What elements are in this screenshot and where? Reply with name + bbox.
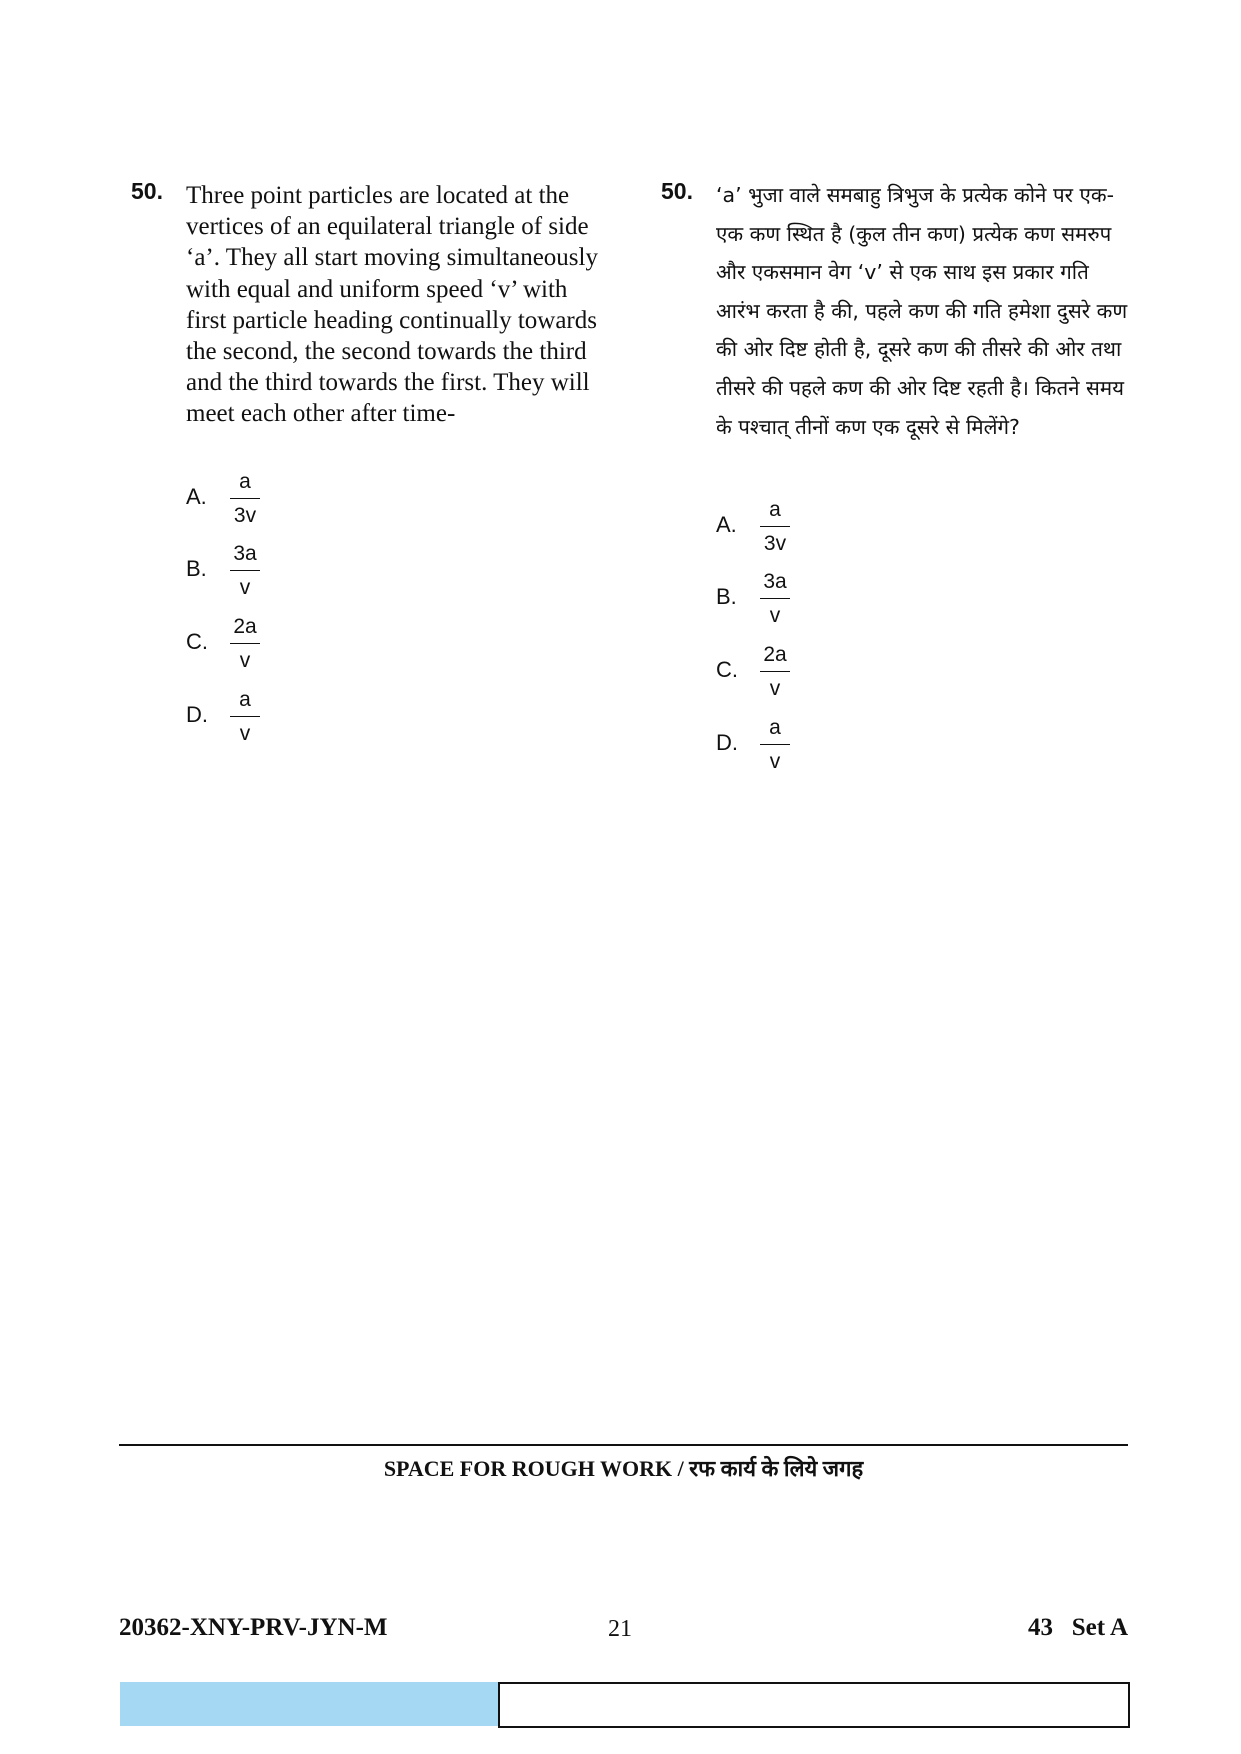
denominator: 3v bbox=[233, 504, 257, 527]
question-text-english: Three point particles are located at the vertices of an equilateral triangle of side ‘a’. They all start moving simultaneously with equal and uniform speed ‘v’ with first particle heading continually towards the second, the second towards the third and the third towards the first. They will meet each other after time- bbox=[186, 182, 598, 428]
denominator: v bbox=[239, 722, 251, 745]
option-letter: B. bbox=[186, 556, 207, 581]
numerator: 3a bbox=[230, 541, 260, 571]
denominator: v bbox=[769, 677, 781, 700]
option-letter: D. bbox=[186, 702, 208, 727]
paper-code: 20362-XNY-PRV-JYN-M bbox=[119, 1614, 388, 1641]
denominator: v bbox=[769, 604, 781, 627]
rough-work-divider bbox=[119, 1444, 1128, 1446]
fraction bbox=[760, 715, 790, 775]
set-label: 43 Set A bbox=[1028, 1614, 1128, 1641]
fraction bbox=[230, 469, 260, 529]
option-letter: A. bbox=[716, 512, 737, 537]
denominator: v bbox=[769, 750, 781, 773]
fraction bbox=[760, 497, 790, 557]
rough-work-label: SPACE FOR ROUGH WORK / रफ कार्य के लिये जगह bbox=[383, 1456, 864, 1481]
footer-color-bar bbox=[120, 1682, 498, 1726]
fraction bbox=[230, 541, 260, 601]
numerator: 3a bbox=[760, 569, 790, 599]
fraction bbox=[760, 642, 790, 702]
option-letter: A. bbox=[186, 484, 207, 509]
question-number-english: 50. bbox=[131, 178, 163, 204]
numerator: a bbox=[760, 497, 790, 527]
fraction bbox=[230, 614, 260, 674]
numerator: a bbox=[760, 715, 790, 745]
denominator: v bbox=[239, 649, 251, 672]
numerator: a bbox=[230, 687, 260, 717]
fraction bbox=[760, 569, 790, 629]
numerator: 2a bbox=[760, 642, 790, 672]
footer-box bbox=[498, 1682, 1130, 1728]
option-letter: C. bbox=[186, 629, 208, 654]
question-number-hindi: 50. bbox=[661, 178, 693, 204]
denominator: 3v bbox=[763, 532, 787, 555]
option-letter: B. bbox=[716, 584, 737, 609]
option-letter: C. bbox=[716, 657, 738, 682]
page-number: 21 bbox=[608, 1616, 632, 1642]
fraction bbox=[230, 687, 260, 747]
numerator: 2a bbox=[230, 614, 260, 644]
numerator: a bbox=[230, 469, 260, 499]
option-letter: D. bbox=[716, 730, 738, 755]
denominator: v bbox=[239, 576, 251, 599]
question-text-hindi: ‘a’ भुजा वाले समबाहु त्रिभुज के प्रत्येक कोने पर एक-एक कण स्थित है (कुल तीन कण) प्रत्येक कण समरुप और एकसमान वेग ‘v’ से एक साथ इस प्रकार गति आरंभ करता है की, पहले कण की गति हमेशा दुसरे कण की ओर दिष्ट होती है, दूसरे कण की तीसरे की ओर तथा तीसरे की पहले कण की ओर दिष्ट रहती है। कितने समय के पश्चात् तीनों कण एक दूसरे से मिलेंगे? bbox=[716, 183, 1128, 439]
